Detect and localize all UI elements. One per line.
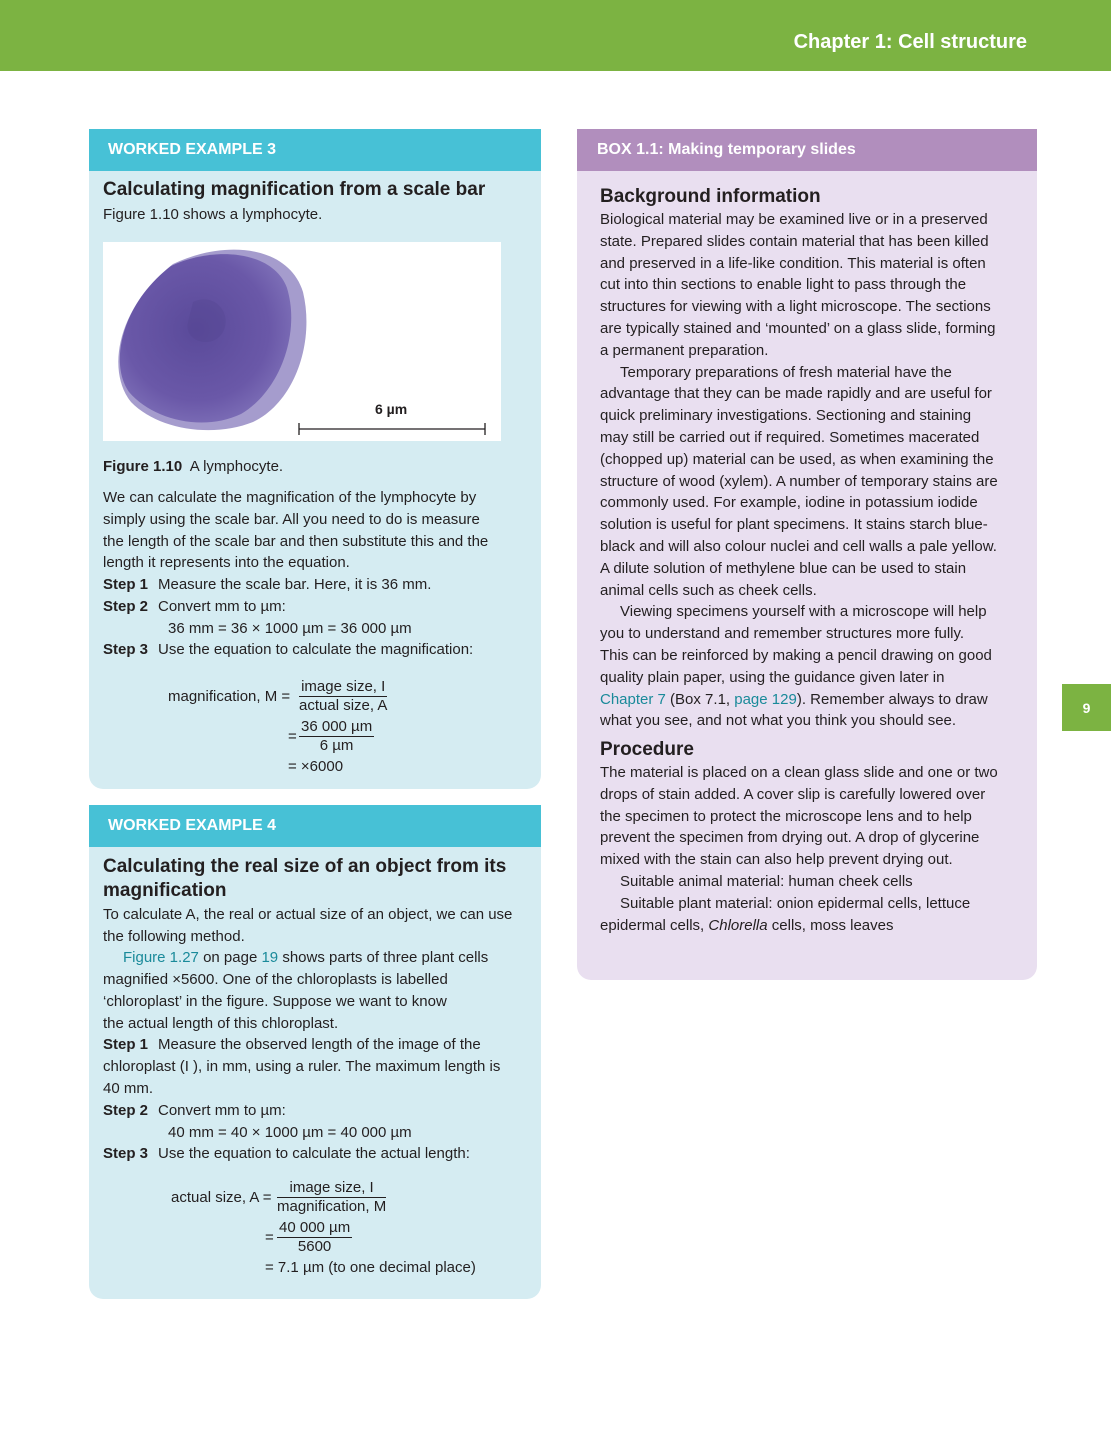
- we3-step2-equation: 36 mm = 36 × 1000 µm = 36 000 µm: [168, 620, 412, 637]
- background-heading: Background information: [600, 186, 821, 207]
- procedure-line: drops of stain added. A cover slip is carefully lowered over: [600, 785, 986, 803]
- procedure-final-line: [600, 915, 998, 937]
- we3-step2-text: Convert mm to µm:: [158, 598, 286, 615]
- we3-frac2-denominator: 6 µm: [319, 737, 354, 754]
- we3-step1-text: Measure the scale bar. Here, it is 36 mm.: [158, 576, 432, 593]
- body-line: you to understand and remember structures more fully.: [600, 625, 965, 643]
- lymphocyte-image: [103, 242, 501, 441]
- procedure-line: Suitable plant material: onion epidermal cells, lettuce: [620, 894, 971, 912]
- we3-step3-label: Step 3: [103, 641, 149, 658]
- we4-eq-result: = 7.1 µm (to one decimal place): [265, 1259, 476, 1276]
- we4-para1-line: To calculate A, the real or actual size of an object, we can use: [103, 906, 513, 923]
- we3-intro: Figure 1.10 shows a lymphocyte.: [103, 206, 323, 223]
- chapter-header-bar: [0, 0, 1111, 71]
- scale-bar: [298, 422, 488, 436]
- we4-title-line2: magnification: [103, 880, 227, 901]
- we4-frac2-numerator: 40 000 µm: [279, 1219, 351, 1236]
- body-line: Biological material may be examined live or in a preserved: [600, 211, 988, 228]
- we3-paragraph: [103, 487, 488, 574]
- procedure-line: prevent the specimen from drying out. A drop of glycerine: [600, 829, 980, 847]
- we3-eq-lhs: magnification, M =: [168, 688, 291, 705]
- we4-step1-label: Step 1: [103, 1036, 149, 1053]
- body-line: Viewing specimens yourself with a microscope will help: [620, 603, 987, 621]
- we4-frac1-numerator: image size, I: [277, 1179, 386, 1198]
- we4-step2-label: Step 2: [103, 1102, 149, 1119]
- we4-step3-text: Use the equation to calculate the actual length:: [158, 1145, 470, 1162]
- page-129-link[interactable]: page 129: [734, 690, 797, 708]
- we4-step1-line: Measure the observed length of the image of the: [158, 1036, 481, 1053]
- body-line: what you see, and not what you think you should see.: [600, 712, 957, 730]
- para2-rest: shows parts of three plant cells: [282, 949, 489, 966]
- caption-text: A lymphocyte.: [189, 458, 284, 475]
- we3-eq-equals: =: [288, 728, 297, 745]
- we3-step1-label: Step 1: [103, 576, 149, 593]
- we4-para2-line: ‘chloroplast’ in the figure. Suppose we want to know: [103, 992, 447, 1010]
- body-line: advantage that they can be made rapidly and are useful for: [600, 385, 992, 403]
- body-line: black and will also colour nuclei and cell walls a pale yellow.: [600, 537, 997, 555]
- we3-fraction-1: [299, 678, 387, 715]
- we4-fraction-1: [277, 1179, 386, 1216]
- body-line: cut into thin sections to enable light to pass through the: [600, 276, 967, 294]
- body-line: may still be carried out if required. Sometimes macerated: [600, 428, 980, 446]
- procedure-line: mixed with the stain can also help prevent drying out.: [600, 851, 953, 869]
- body-line: a permanent preparation.: [600, 341, 769, 359]
- body-line: A dilute solution of methylene blue can be used to stain: [600, 559, 967, 577]
- page-number-tab: 9: [1062, 684, 1111, 731]
- we4-para2-line: the actual length of this chloroplast.: [103, 1014, 339, 1032]
- body-line: This can be reinforced by making a pencil drawing on good: [600, 646, 992, 664]
- body-line: solution is useful for plant specimens. It stains starch blue-: [600, 516, 988, 534]
- body-line: structure of wood (xylem). A number of temporary stains are: [600, 472, 998, 490]
- worked-example-4-label: WORKED EXAMPLE 4: [89, 805, 541, 847]
- we4-step2-text: Convert mm to µm:: [158, 1102, 286, 1119]
- we4-eq-lhs: actual size, A =: [171, 1189, 272, 1206]
- we3-eq-result: = ×6000: [288, 758, 344, 775]
- body-line: quality plain paper, using the guidance given later in: [600, 668, 945, 686]
- we3-step2-label: Step 2: [103, 598, 149, 615]
- we3-fraction-2: [299, 718, 374, 755]
- we4-step3-label: Step 3: [103, 1145, 149, 1162]
- body-line: Temporary preparations of fresh material have the: [620, 363, 952, 381]
- we3-para-line: We can calculate the magnification of the lymphocyte by: [103, 489, 477, 506]
- we4-step1-line: 40 mm.: [103, 1080, 154, 1097]
- procedure-heading: Procedure: [600, 739, 694, 760]
- chapter-title: Chapter 1: Cell structure: [793, 31, 1027, 53]
- figure-1-27-link[interactable]: Figure 1.27: [123, 949, 199, 966]
- we4-fraction-2: [277, 1219, 352, 1256]
- on-page-text: on page: [203, 949, 258, 966]
- we3-frac2-numerator: 36 000 µm: [301, 718, 373, 735]
- chapter-7-link[interactable]: Chapter 7: [600, 690, 666, 708]
- body-line: (chopped up) material can be used, as when examining the: [600, 450, 994, 468]
- body-line: structures for viewing with a light microscope. The sections: [600, 298, 991, 316]
- body-line: are typically stained and ‘mounted’ on a glass slide, forming: [600, 319, 996, 337]
- box-7-1-ref: (Box 7.1,: [670, 690, 731, 708]
- scale-bar-label: 6 µm: [375, 401, 408, 417]
- we4-para1: [103, 904, 512, 948]
- we4-frac1-denominator: magnification, M: [277, 1198, 387, 1215]
- lymphocyte-figure: [103, 242, 501, 441]
- body-line: state. Prepared slides contain material that has been killed: [600, 232, 989, 250]
- procedure-body: [600, 762, 998, 936]
- we4-step2-equation: 40 mm = 40 × 1000 µm = 40 000 µm: [168, 1124, 412, 1141]
- page-19-link[interactable]: 19: [261, 949, 279, 966]
- we4-para1-line: the following method.: [103, 927, 245, 945]
- we3-step3-text: Use the equation to calculate the magnification:: [158, 641, 474, 658]
- we3-para-line: simply using the scale bar. All you need to do is measure: [103, 510, 480, 528]
- final-end: cells, moss leaves: [771, 916, 894, 934]
- worked-example-3-label: WORKED EXAMPLE 3: [89, 129, 541, 171]
- final-start: epidermal cells,: [600, 916, 705, 934]
- body-line: and preserved in a life-like condition. This material is often: [600, 254, 986, 272]
- procedure-line: Suitable animal material: human cheek cells: [620, 872, 913, 890]
- we4-eq-equals: =: [265, 1229, 274, 1246]
- body-line: quick preliminary investigations. Sectioning and staining: [600, 407, 972, 425]
- we4-step1-line: chloroplast (I ), in mm, using a ruler. The maximum length is: [103, 1058, 501, 1075]
- we3-para-line: the length of the scale bar and then substitute this and the: [103, 532, 489, 550]
- body-line: commonly used. For example, iodine in potassium iodide: [600, 494, 978, 512]
- we4-para2: [103, 969, 448, 1034]
- remember-text: ). Remember always to draw: [796, 690, 988, 708]
- we3-frac1-numerator: image size, I: [299, 678, 387, 697]
- we4-frac2-denominator: 5600: [297, 1238, 332, 1255]
- body-line-with-links: [600, 689, 998, 711]
- figure-1-10-caption: [103, 456, 283, 478]
- procedure-line: The material is placed on a clean glass slide and one or two: [600, 764, 998, 781]
- we3-para-line: length it represents into the equation.: [103, 554, 350, 572]
- we3-title: Calculating magnification from a scale bar: [103, 179, 486, 200]
- body-line: animal cells such as cheek cells.: [600, 581, 817, 599]
- we4-para2-line: magnified ×5600. One of the chloroplasts is labelled: [103, 971, 448, 988]
- we3-frac1-denominator: actual size, A: [299, 697, 388, 714]
- background-body: [600, 209, 998, 732]
- caption-label: Figure 1.10: [103, 458, 183, 475]
- chlorella-text: Chlorella: [708, 916, 768, 934]
- procedure-line: the specimen to protect the microscope lens and to help: [600, 807, 972, 825]
- we4-title-line1: Calculating the real size of an object from its: [103, 856, 507, 877]
- box-1-1-label: BOX 1.1: Making temporary slides: [577, 129, 1037, 171]
- we4-para2-first-line: [123, 947, 488, 969]
